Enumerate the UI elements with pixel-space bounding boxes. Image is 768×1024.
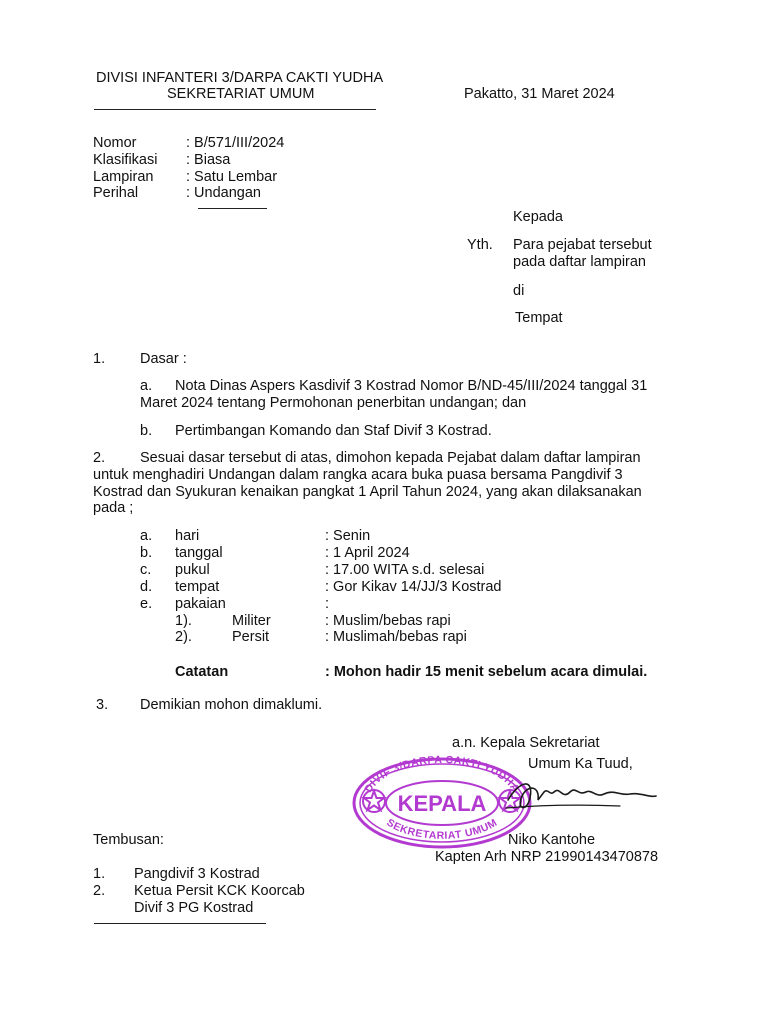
recipient-line2: pada daftar lampiran	[513, 254, 646, 270]
p2-line2: untuk menghadiri Undangan dalam rangka acara buka puasa bersama Pangdivif 3	[93, 467, 623, 483]
org-unit: SEKRETARIAT UMUM	[167, 86, 315, 102]
tembusan-title: Tembusan:	[93, 832, 164, 848]
recipient-line1: Para pejabat tersebut	[513, 237, 652, 253]
detail-label: hari	[175, 528, 200, 544]
detail-value: : 1 April 2024	[325, 545, 410, 561]
dress-number: 2).	[175, 629, 192, 645]
signature-line1: a.n. Kepala Sekretariat	[452, 735, 600, 751]
meta-value-klasifikasi: : Biasa	[186, 152, 231, 168]
meta-label-perihal: Perihal	[93, 185, 139, 201]
detail-letter: b.	[140, 545, 153, 561]
tembusan-item-continued: Divif 3 PG Kostrad	[134, 900, 254, 916]
signature-line2: Umum Ka Tuud,	[528, 756, 633, 772]
recipient-di: di	[513, 283, 525, 299]
dress-value: : Muslimah/bebas rapi	[325, 629, 467, 645]
stamp-text-center: KEPALA	[397, 791, 487, 816]
catatan-label: Catatan	[175, 664, 229, 680]
meta-value-lampiran: : Satu Lembar	[186, 169, 278, 185]
recipient-yth: Yth.	[467, 237, 493, 253]
header-underline	[94, 109, 376, 110]
detail-label: pakaian	[175, 596, 226, 612]
dress-label: Persit	[232, 629, 270, 645]
detail-value: :	[325, 596, 330, 612]
detail-letter: e.	[140, 596, 153, 612]
recipient-tempat: Tempat	[515, 310, 563, 326]
detail-value: : 17.00 WITA s.d. selesai	[325, 562, 485, 578]
p1a-line2: Maret 2024 tentang Permohonan penerbitan undangan; dan	[140, 395, 527, 411]
meta-label-nomor: Nomor	[93, 135, 137, 151]
meta-label-lampiran: Lampiran	[93, 169, 154, 185]
signer-rank: Kapten Arh NRP 21990143470878	[435, 849, 659, 865]
handwritten-signature	[500, 770, 660, 820]
detail-letter: c.	[140, 562, 152, 578]
star-icon	[363, 790, 385, 812]
tembusan-item: Pangdivif 3 Kostrad	[134, 866, 260, 882]
p1a-line1: Nota Dinas Aspers Kasdivif 3 Kostrad Nomor B/ND-45/III/2024 tanggal 31	[175, 378, 648, 394]
recipient-kepada: Kepada	[513, 209, 563, 225]
place-date: Pakatto, 31 Maret 2024	[464, 86, 615, 102]
meta-value-nomor: : B/571/III/2024	[186, 135, 285, 151]
stamp-text-bottom: SEKRETARIAT UMUM	[384, 816, 500, 842]
detail-value: : Gor Kikav 14/JJ/3 Kostrad	[325, 579, 502, 595]
p2-line4: pada ;	[93, 500, 134, 516]
p3-text: Demikian mohon dimaklumi.	[140, 697, 323, 713]
dress-value: : Muslim/bebas rapi	[325, 613, 451, 629]
detail-label: tempat	[175, 579, 220, 595]
p2-line3: Kostrad dan Syukuran kenaikan pangkat 1 April Tahun 2024, yang akan dilaksanakan	[93, 484, 642, 500]
dress-label: Militer	[232, 613, 271, 629]
perihal-underline	[198, 208, 267, 209]
p1-number: 1.	[93, 351, 106, 367]
p1b-text: Pertimbangan Komando dan Staf Divif 3 Kostrad.	[175, 423, 492, 439]
detail-label: tanggal	[175, 545, 223, 561]
p1b-letter: b.	[140, 423, 153, 439]
detail-label: pukul	[175, 562, 210, 578]
meta-value-perihal: : Undangan	[186, 185, 261, 201]
tembusan-number: 1.	[93, 866, 106, 882]
signer-name: Niko Kantohe	[508, 832, 596, 848]
p2-line1: Sesuai dasar tersebut di atas, dimohon kepada Pejabat dalam daftar lampiran	[140, 450, 641, 466]
org-name: DIVISI INFANTERI 3/DARPA CAKTI YUDHA	[96, 70, 384, 86]
tembusan-item: Ketua Persit KCK Koorcab	[134, 883, 305, 899]
tembusan-underline	[94, 923, 266, 924]
p3-number: 3.	[96, 697, 109, 713]
detail-letter: d.	[140, 579, 153, 595]
catatan-value: : Mohon hadir 15 menit sebelum acara dimulai.	[325, 664, 648, 680]
p1-title: Dasar :	[140, 351, 187, 367]
dress-number: 1).	[175, 613, 192, 629]
tembusan-number: 2.	[93, 883, 106, 899]
detail-value: : Senin	[325, 528, 371, 544]
detail-letter: a.	[140, 528, 153, 544]
meta-label-klasifikasi: Klasifikasi	[93, 152, 158, 168]
p1a-letter: a.	[140, 378, 153, 394]
p2-number: 2.	[93, 450, 106, 466]
stamp-text-top: DIVIF 3/DARPA CAKTI YUDHA	[362, 755, 522, 795]
